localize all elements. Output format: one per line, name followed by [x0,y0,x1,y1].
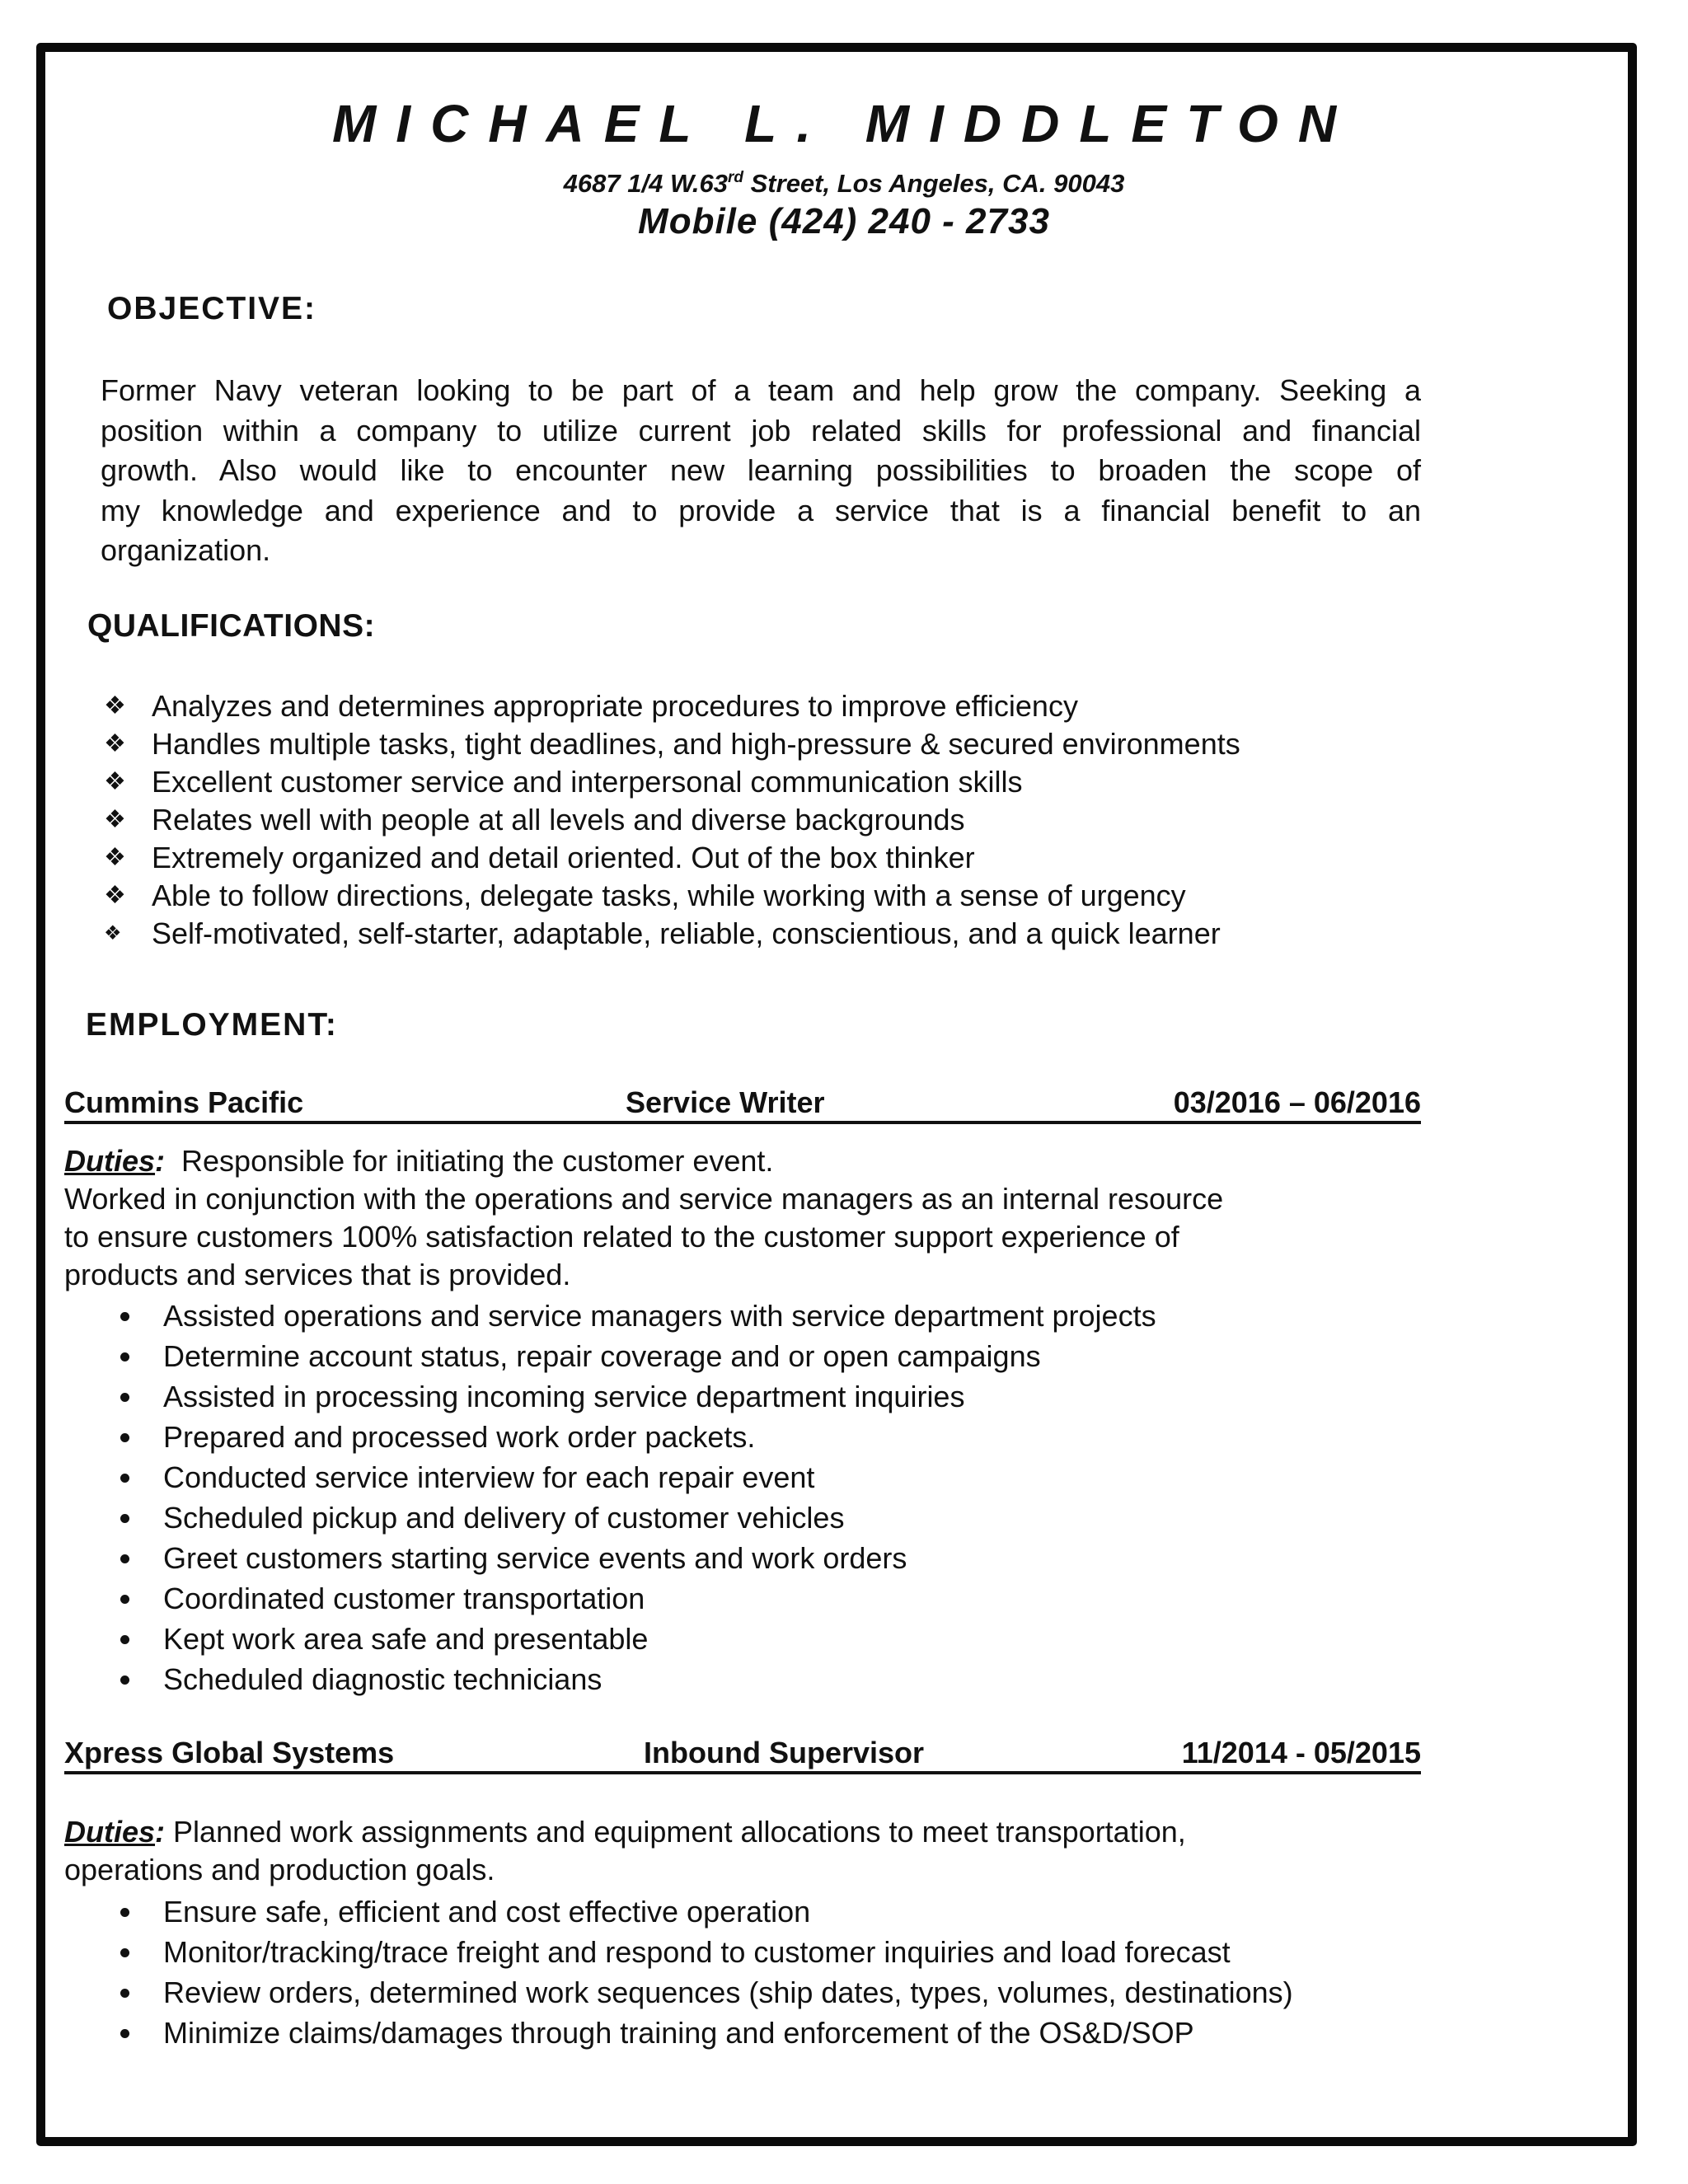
list-item: ❖ Relates well with people at all levels and diverse backgrounds [104,801,1240,839]
bullet-dot-icon [120,1554,129,1563]
list-item: Determine account status, repair coverage and or open campaigns [115,1336,1156,1376]
job-header [64,1735,1421,1774]
objective-paragraph [101,371,1421,571]
candidate-name: MICHAEL L. MIDDLETON [331,94,1357,153]
qualifications-list [104,687,1240,953]
diamond-bullet-icon: ❖ [104,768,126,795]
list-item: ❖ Self-motivated, self-starter, adaptable, reliable, conscientious, and a quick learner [104,915,1240,953]
job-duties: Duties: Planned work assignments and equipment allocations to meet transportation, operations and production goals. [64,1815,1186,1886]
bullet-dot-icon [120,1433,129,1442]
duties-label: Duties [64,1144,156,1178]
list-item: Assisted in processing incoming service department inquiries [115,1376,1156,1417]
job-duties: Duties: Responsible for initiating the customer event. Worked in conjunction with the operations and service managers as an internal resource to ensure customers 100% satisfaction related to the customer support experience of products and services that is provided. [64,1144,1224,1291]
list-item: Scheduled diagnostic technicians [115,1659,1156,1699]
bullet-dot-icon [120,1474,129,1483]
candidate-address [0,170,1688,196]
candidate-phone: Mobile (424) 240 - 2733 [638,201,1050,241]
bullet-dot-icon [120,1908,129,1917]
job-dates: 03/2016 – 06/2016 [1173,1085,1421,1119]
bullet-dot-icon [120,1635,129,1644]
list-item: Coordinated customer transportation [115,1578,1156,1619]
bullet-dot-icon [120,2029,129,2038]
list-item: Conducted service interview for each repair event [115,1457,1156,1497]
list-item: Kept work area safe and presentable [115,1619,1156,1659]
bullet-dot-icon [120,1595,129,1604]
bullet-dot-icon [120,1989,129,1998]
bullet-dot-icon [120,1948,129,1957]
objective-heading: OBJECTIVE: [107,291,317,326]
objective-line: organization. [101,533,271,567]
diamond-bullet-icon: ❖ [104,844,126,871]
job-dates: 11/2014 - 05/2015 [1181,1736,1421,1769]
diamond-bullet-icon: ❖ [104,692,126,719]
bullet-dot-icon [120,1514,129,1523]
list-item: Ensure safe, efficient and cost effective operation [115,1891,1293,1932]
objective-line: Former Navy veteran looking to be part of a team and help grow the company. Seeking a [101,373,1421,407]
list-item: Monitor/tracking/trace freight and respond to customer inquiries and load forecast [115,1932,1293,1972]
job-duties-list [115,1296,1156,1699]
list-item: Greet customers starting service events and work orders [115,1538,1156,1578]
list-item: Scheduled pickup and delivery of customer vehicles [115,1497,1156,1538]
job-company: Xpress Global Systems [64,1736,395,1769]
employment-heading: EMPLOYMENT: [86,1007,338,1043]
list-item: Prepared and processed work order packets. [115,1417,1156,1457]
bullet-dot-icon [120,1675,129,1685]
diamond-bullet-icon: ❖ [104,922,122,944]
bullet-dot-icon [120,1312,129,1321]
objective-line: position within a company to utilize current job related skills for professional and financial [101,413,1421,448]
duties-label: Duties [64,1815,156,1849]
diamond-bullet-icon: ❖ [104,882,126,909]
address-street-number: 4687 1/4 W.63 [563,169,729,198]
diamond-bullet-icon: ❖ [104,730,126,757]
objective-line: growth. Also would like to encounter new learning possibilities to broaden the scope of [101,453,1421,487]
address-ordinal-suffix: rd [728,169,744,186]
list-item: ❖ Handles multiple tasks, tight deadlines, and high-pressure & secured environments [104,725,1240,763]
bullet-dot-icon [120,1393,129,1402]
list-item: Assisted operations and service managers with service department projects [115,1296,1156,1336]
job-company: Cummins Pacific [64,1085,304,1119]
job-title: Inbound Supervisor [644,1736,925,1769]
list-item: ❖ Excellent customer service and interpersonal communication skills [104,763,1240,801]
diamond-bullet-icon: ❖ [104,806,126,833]
bullet-dot-icon [120,1352,129,1361]
job-title: Service Writer [626,1085,825,1119]
qualifications-heading: QUALIFICATIONS: [87,608,376,644]
job-duties-list [115,1891,1293,2053]
list-item: Minimize claims/damages through training and enforcement of the OS&D/SOP [115,2013,1293,2053]
job-header [64,1085,1421,1124]
list-item: ❖ Able to follow directions, delegate tasks, while working with a sense of urgency [104,877,1240,915]
objective-line: my knowledge and experience and to provide a service that is a financial benefit to an [101,493,1421,527]
address-city: Street, Los Angeles, CA. 90043 [743,169,1125,198]
list-item: ❖ Analyzes and determines appropriate procedures to improve efficiency [104,687,1240,725]
list-item: Review orders, determined work sequences (ship dates, types, volumes, destinations) [115,1972,1293,2013]
list-item: ❖ Extremely organized and detail oriented. Out of the box thinker [104,839,1240,877]
